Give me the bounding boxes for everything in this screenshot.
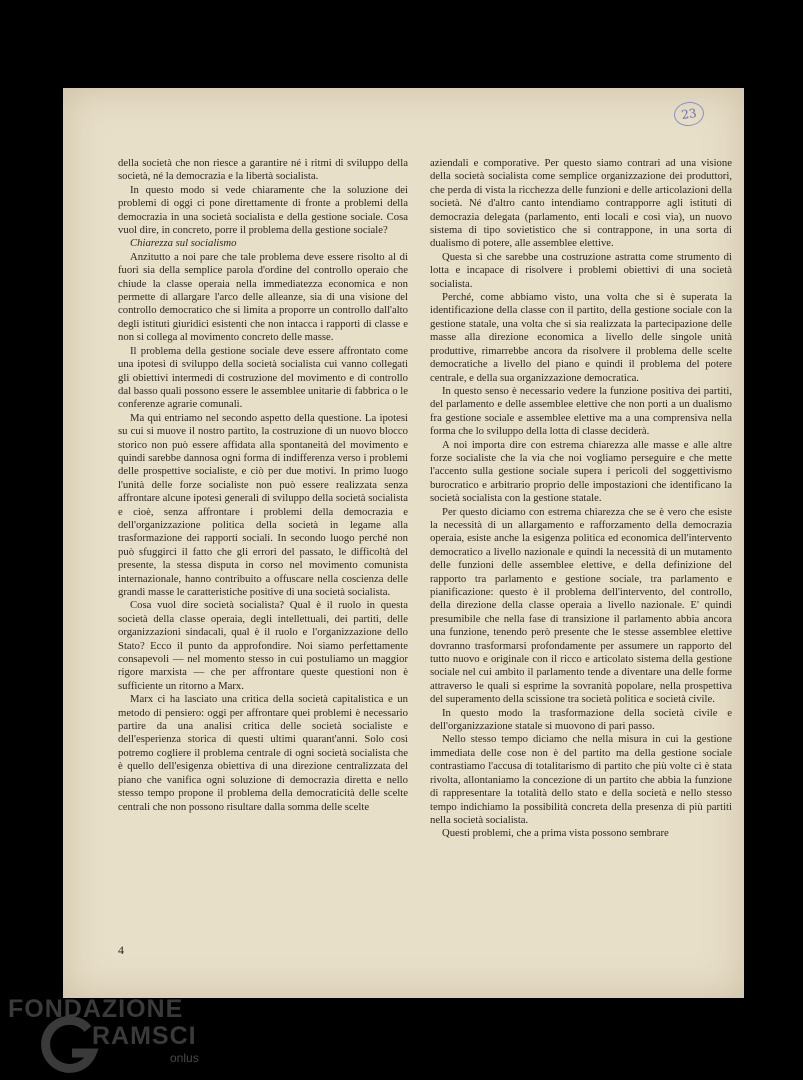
- paragraph: Questi problemi, che a prima vista possono sembrare: [442, 827, 669, 840]
- brand-suffix: onlus: [170, 1051, 199, 1065]
- paragraph: In questo modo si vede chiaramente che la soluzione dei problemi di oggi ci pone direttamente di fronte a problemi della democrazia in una società socialista e della gestione sociale. Cosa vuol dire, in concreto, porre il problema della gestione sociale?: [118, 183, 408, 237]
- paragraph: A noi importa dire con estrema chiarezza alle masse e alle altre forze socialiste che la via che noi vogliamo perseguire e che mette l'accento sulla gestione sociale supera i pericoli del soggettivismo burocratico e arbitrario proprio delle impostazioni che identificano la società socialista con la gestione statale.: [430, 438, 732, 505]
- brand-name-line1: FONDAZIONE: [8, 995, 184, 1023]
- paragraph: aziendali e comporative. Per questo siamo contrari ad una visione della società socialista come semplice organizzazione dei produttori, che perda di vista la ricchezza delle funzioni e delle articolazioni della società. Né d'altro canto intendiamo contrapporre agli istituti di democrazia delegata (parlamento, enti locali e così via), un nuovo sistema di tipo sovietistico che si contrappone, in una sorta di dualismo di potere, alle assemblee elettive.: [430, 157, 732, 250]
- archive-page-number-stamp: 23: [672, 100, 705, 128]
- right-column: [430, 157, 732, 841]
- paragraph: In questo senso è necessario vedere la funzione positiva dei partiti, del parlamento e delle assemblee elettive che non porti a un dualismo fra gestione sociale e assemblee elettive ma a una comprensiva nella forma che lo sviluppo della lotta di classe deciderà.: [430, 384, 732, 438]
- page-footer-number: 4: [118, 943, 124, 957]
- brand-name-line2: RAMSCI: [92, 1022, 197, 1050]
- fondazione-gramsci-watermark: [8, 995, 268, 1075]
- paragraph: Per questo diciamo con estrema chiarezza che se è vero che esiste la necessità di un allargamento e rafforzamento della democrazia operaia, esiste anche la esigenza politica ed economica dell'intervento democratico a livello nazionale e quindi la necessità di un mutamento delle funzioni delle assemblee elettive, e della definizione del rapporto tra parlamento e gestione sociale, tra parlamento e pianificazione: questo è il problema dell'intervento, del controllo, della direzione della classe operaia a livello nazionale. E' quindi presumibile che nella fase di transizione il parlamento abbia ancora una funzione, tenendo però presente che le stesse assemblee elettive dovranno trasformarsi profondamente per assumere un rapporto del tutto nuovo e originale con il ricco e articolato sistema della gestione sociale nel cui ambito il parlamento tende a diventare una delle forme attraverso le quali si esprime la sovranità popolare, nella prospettiva del superamento della scissione tra società politica e società civile.: [430, 505, 732, 706]
- paragraph: Marx ci ha lasciato una critica della società capitalistica e un metodo di pensiero: oggi per affrontare quei problemi è necessario partire da una analisi critica delle società socialiste e dell'esperienza storica di questi ultimi quarant'anni. Solo così potremo cogliere il problema centrale di ogni società socialista che è quello dell'esigenza obiettiva di una direzione centralizzata del piano che vanifica ogni soluzione di democrazia diretta e nello stesso tempo propone il problema della democraticità delle scelte centrali che non possono risultare dalla somma delle scelte: [118, 693, 408, 813]
- paragraph: Anzitutto a noi pare che tale problema deve essere risolto al di fuori sia della semplice parola d'ordine del controllo operaio che chiude la classe operaia nella immediatezza economica e non permette di allargare l'arco delle alleanze, sia di una visione del controllo democratico che si limita a proporre un controllo dall'alto degli istituti giuridici esistenti che non intacca i rapporti di classe e non si collega al movimento concreto delle masse.: [118, 250, 408, 344]
- paragraph: In questo modo la trasformazione della società civile e dell'organizzazione statale si muovono di pari passo.: [430, 706, 732, 733]
- paragraph: Nello stesso tempo diciamo che nella misura in cui la gestione immediata delle cose non è del partito ma della gestione sociale contrastiamo l'accusa di totalitarismo di partito che più volte ci è stata rivolta, allontaniamo la concezione di un partito che abbia la funzione di rappresentare la totalità dello stato e della società e nello stesso tempo indichiamo la possibilità concreta della presenza di più partiti nella società socialista.: [430, 733, 732, 826]
- paragraph: della società che non riesce a garantire né i ritmi di sviluppo della società, né la democrazia e la libertà socialista.: [118, 157, 408, 183]
- paragraph: Il problema della gestione sociale deve essere affrontato come una ipotesi di sviluppo della società socialista cui vanno collegati gli obiettivi intermedi di costruzione del movimento e di controllo dal basso quali possono essere le assemblee unitarie di fabbrica o le conferenze agrarie comunali.: [118, 344, 408, 411]
- paragraph: Questa sì che sarebbe una costruzione astratta come strumento di lotta e incapace di risolvere i problemi obiettivi di una società socialista.: [430, 250, 732, 290]
- left-column: [118, 157, 408, 814]
- document-page: [63, 88, 744, 998]
- section-heading: Chiarezza sul socialismo: [130, 237, 237, 250]
- gramsci-g-logo-icon: [40, 1015, 100, 1075]
- paragraph: Ma qui entriamo nel secondo aspetto della questione. La ipotesi su cui si muove il nostro partito, la costruzione di un nuovo blocco storico non può essere affidata alla spontaneità del movimento e quindi sarebbe dannosa ogni forma di indifferenza verso i problemi delle prospettive socialiste, e ciò per due motivi. In primo luogo l'unità delle forze socialiste non può essere realizzata senza affrontare alcune ipotesi generali di sviluppo della società socialista e cioè, senza affrontare i problemi della democrazia e dell'organizzazione politica della società in legame alla trasformazione dei rapporti sociali. In secondo luogo perché non può sfuggirci il fatto che gli errori del passato, le difficoltà del presente, la stessa disputa in corso nel movimento comunista internazionale, hanno contribuito a offuscare nella coscienza delle grandi masse le caratteristiche positive di una società socialista.: [118, 411, 408, 598]
- paragraph: Perché, come abbiamo visto, una volta che si è superata la identificazione della classe con il partito, della gestione sociale con la gestione statale, una volta che si sia realizzata la partecipazione delle masse alla direzione economica a livello delle singole unità produttive, rimarrebbe ancora da risolvere il problema delle scelte democratiche a livello del piano e quindi il problema del potere centrale, e della sua organizzazione democratica.: [430, 291, 732, 384]
- paragraph: Cosa vuol dire società socialista? Qual è il ruolo in questa società della classe operaia, degli intellettuali, dei partiti, delle organizzazioni sindacali, qual è il ruolo e l'organizzazione dello Stato? Ecco il punto da approfondire. Noi siamo perfettamente consapevoli — nel momento stesso in cui postuliamo un maggior rigore marxista — che per affrontare queste questioni non è sufficiente un ritorno a Marx.: [118, 599, 408, 692]
